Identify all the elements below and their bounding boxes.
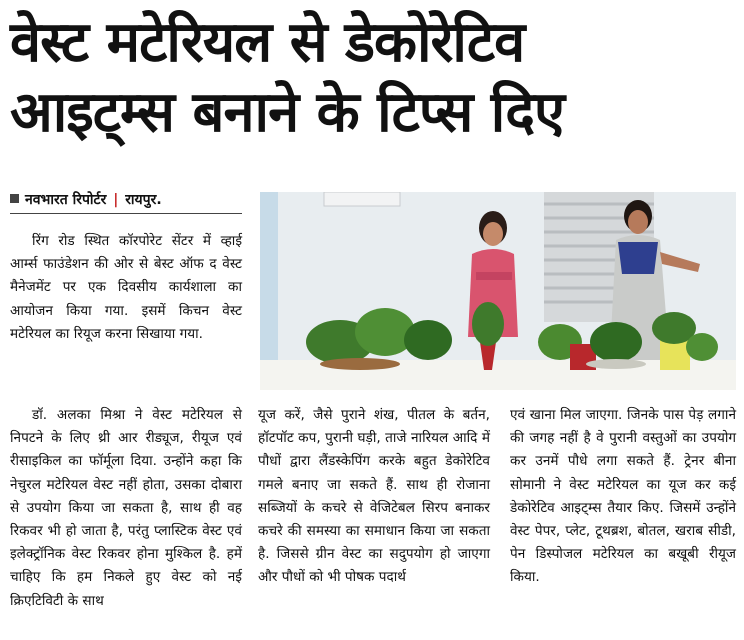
byline-city: रायपुर.: [125, 192, 162, 208]
workshop-photo-illustration: [260, 192, 736, 390]
byline-separator: |: [113, 192, 119, 208]
byline-square-icon: [10, 194, 19, 203]
article-column-1-top: [10, 230, 242, 346]
article-column-3: [510, 404, 736, 590]
article-column-2: [258, 404, 490, 590]
article-paragraph-2-part-3: एवं खाना मिल जाएगा. जिनके पास पेड़ लगाने की जगह नहीं है वे पुरानी वस्तुओं का उपयोग कर उनमें पौधे लगा सकते हैं. ट्रेनर बीना सोमानी ने वेस्ट मटेरियल का यूज कर कई डेकोरेटिव आइट्म्स तैयार किए. जिसमें उन्होंने वेस्ट पेपर, प्लेट, टूथब्रश, बोतल, खराब सीडी, पेन डिस्पोजल मटेरियल का बखूबी रीयूज किया.: [510, 407, 736, 586]
article-photo: [260, 192, 736, 390]
byline: [10, 190, 242, 214]
article-paragraph-2-part-1: डॉ. अलका मिश्रा ने वेस्ट मटेरियल से निपटने के लिए थ्री आर रीड्यूज, रीयूज एवं रीसाइकिल का फॉर्मूला दिया. उन्होंने कहा कि नेचुरल मटेरियल वेस्ट नहीं होता, उसका दोबारा से उपयोग किया जा सकता है, साथ ही वह रिकवर भी हो जाता है, परंतु प्लास्टिक वेस्ट एवं इलेक्ट्रॉनिक वेस्ट रिकवर होना मुश्किल है. हमें चाहिए कि हम निकले हुए वेस्ट को नई क्रिएटिविटी के साथ: [10, 407, 242, 609]
article-paragraph-1: रिंग रोड स्थित कॉरपोरेट सेंटर में व्हाई आर्म्स फाउंडेशन की ओर से बेस्ट ऑफ द वेस्ट मैनेजमेंट पर एक दिवसीय कार्यशाला का आयोजन किया गया. इसमें किचन वेस्ट मटेरियल का रियूज करना सिखाया गया.: [10, 233, 242, 342]
photo-ac-unit: [324, 192, 400, 206]
headline-line-1: वेस्ट मटेरियल से डेकोरेटिव: [10, 10, 525, 75]
byline-reporter: नवभारत रिपोर्टर: [25, 192, 107, 208]
article-column-1: [10, 404, 242, 613]
headline-line-2: आइट्म्स बनाने के टिप्स दिए: [10, 80, 565, 145]
article-paragraph-2-part-2: यूज करें, जैसे पुराने शंख, पीतल के बर्तन, हॉटपॉट कप, पुरानी घड़ी, ताजे नारियल आदि में पौधों द्वारा लैंडस्केपिंग करके बहुत डेकोरेटिव गमले बनाए जा सकते हैं. साथ ही रोजाना सब्जियों के कचरे से वेजिटेबल सिरप बनाकर कचरे की समस्या का समाधान किया जा सकता है. जिससे ग्रीन वेस्ट का सदुपयोग हो जाएगा और पौधों को भी पोषक पदार्थ: [258, 407, 490, 586]
headline: [10, 8, 738, 148]
